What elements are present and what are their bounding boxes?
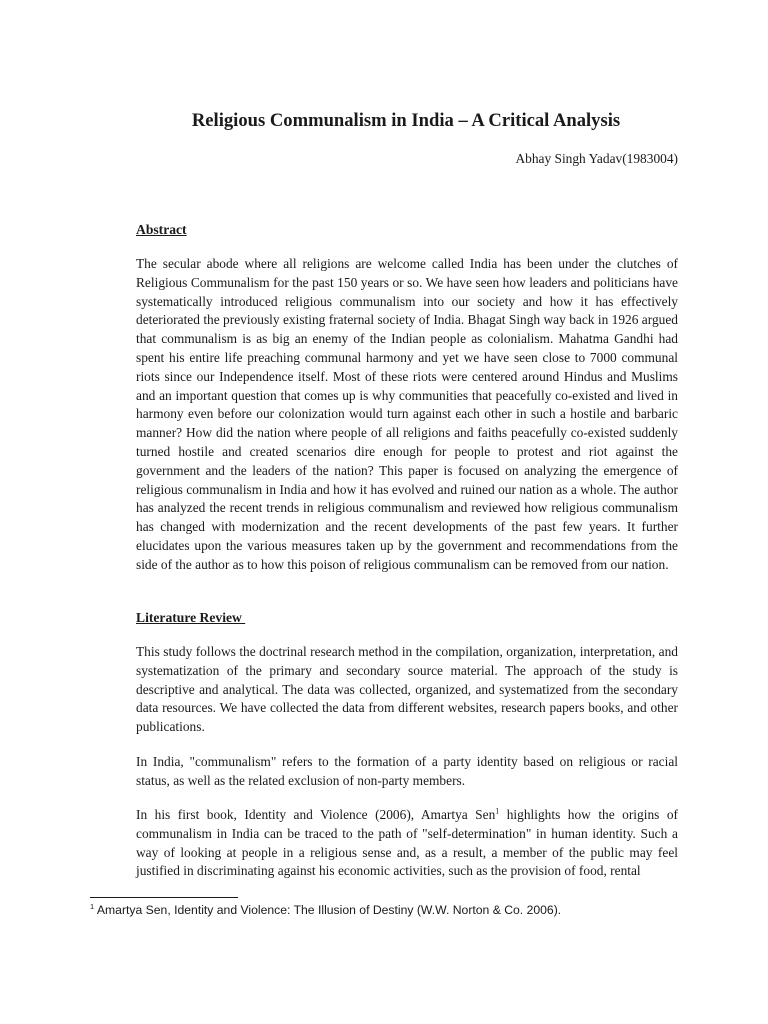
footnote-reference: 1 xyxy=(495,806,500,816)
literature-review-paragraph-2: In India, "communalism" refers to the formation of a party identity based on religious or racial status, as well as the related exclusion of non-party members. xyxy=(136,754,678,788)
footnote-text: Amartya Sen, Identity and Violence: The Illusion of Destiny (W.W. Norton & Co. 2006). xyxy=(94,903,562,917)
footnote xyxy=(90,902,690,918)
footnote-separator xyxy=(90,897,238,898)
footnote-marker: 1 xyxy=(90,901,95,911)
literature-review-paragraph-3 xyxy=(136,806,678,881)
abstract-text: The secular abode where all religions are welcome called India has been under the clutches of Religious Communalism for the past 150 years or so. We have seen how leaders and politicians have systematically introduced religious communalism into our society and how it has effectively deteriorated the previously existing fraternal society of India. Bhagat Singh way back in 1926 argued that communalism is as big an enemy of the Indian people as colonialism. Mahatma Gandhi had spent his entire life preaching communal harmony and yet we have seen close to 7000 communal riots since our Independence itself. Most of these riots were centered around Hindus and Muslims and an important question that comes up is why communities that peacefully co-existed and lived in harmony even before our colonization would turn against each other in such a hostile and barbaric manner? How did the nation where people of all religions and faiths peacefully co-existed suddenly turned hostile and created scenarios dire enough for people to protest and riot against the government and the leaders of the nation? This paper is focused on analyzing the emergence of religious communalism in India and how it has evolved and ruined our nation as a whole. The author has analyzed the recent trends in religious communalism and reviewed how religious communalism has changed with modernization and the recent developments of the past few years. It further elucidates upon the various measures taken up by the government and recommendations from the side of the author as to how this poison of religious communalism can be removed from our nation. xyxy=(136,256,678,572)
author-line: Abhay Singh Yadav(1983004) xyxy=(515,151,678,166)
paragraph-3-text-start: In his first book, Identity and Violence (2006), Amartya Sen xyxy=(136,807,496,822)
paper-title: Religious Communalism in India – A Critical Analysis xyxy=(191,110,621,131)
paragraph-3-text-end: highlights how the origins of communalism in India can be traced to the path of "self-determination" in human identity. Such a way of looking at people in a religious sense and, as a result, a member of the public may feel justified in discriminating against his economic activities, such as the provision of food, rental xyxy=(136,807,678,879)
literature-review-paragraph-1: This study follows the doctrinal research method in the compilation, organization, interpretation, and systematization of the primary and secondary source material. The approach of the study is descriptive and analytical. The data was collected, organized, and systematized from the secondary data resources. We have collected the data from different websites, research papers books, and other publications. xyxy=(136,644,678,735)
abstract-heading: Abstract xyxy=(136,222,187,237)
literature-review-heading: Literature Review xyxy=(136,610,246,625)
